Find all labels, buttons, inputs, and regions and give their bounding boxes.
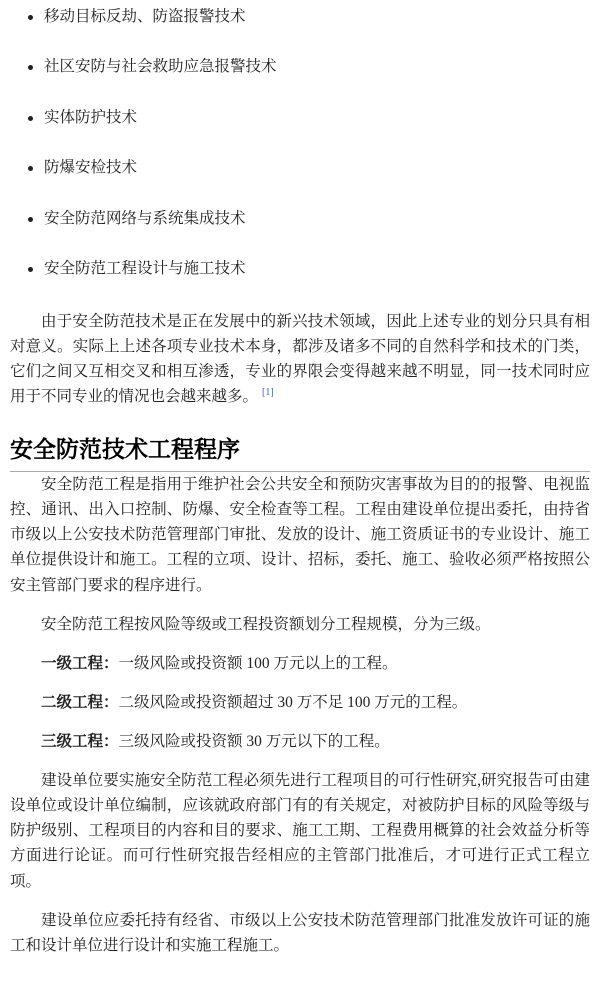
citation-link[interactable]: [1] xyxy=(262,386,274,398)
grade-term: 一级工程： xyxy=(41,654,119,672)
grade-term: 二级工程： xyxy=(41,693,119,711)
list-item-label: 安全防范网络与系统集成技术 xyxy=(44,209,246,227)
document-page xyxy=(0,6,600,982)
grade-item-1 xyxy=(10,651,590,676)
grade-term: 三级工程： xyxy=(41,733,119,751)
grade-text: 二级风险或投资额超过 30 万不足 100 万元的工程。 xyxy=(118,693,468,711)
list-item xyxy=(10,6,590,28)
grade-item-2 xyxy=(10,690,590,715)
section-paragraph-4: 建设单位应委托持有经省、市级以上公安技术防范管理部门批准发放许可证的施工和设计单位进行设计和实施工程施工。 xyxy=(10,911,590,954)
list-item xyxy=(10,157,590,179)
list-item xyxy=(10,258,590,280)
list-item xyxy=(10,56,590,78)
grade-text: 一级风险或投资额 100 万元以上的工程。 xyxy=(118,654,398,672)
list-item xyxy=(10,107,590,129)
list-item-label: 移动目标反劫、防盗报警技术 xyxy=(44,8,246,25)
grade-text: 三级风险或投资额 30 万元以下的工程。 xyxy=(118,733,390,751)
intro-paragraph xyxy=(10,309,590,409)
grade-item-3 xyxy=(10,729,590,754)
section-paragraph-3: 建设单位要实施安全防范工程必须先进行工程项目的可行性研究,研究报告可由建设单位或设计单位编制，应该就政府部门有的有关规定，对被防护目标的风险等级与防护级别、工程项目的内容和目的要求、施工工期、工程费用概算的社会效益分析等方面进行论证。而可行性研究报告经相应的主管部门批准后，才可进行正式工程立项。 xyxy=(10,772,590,890)
list-item xyxy=(10,208,590,230)
section-heading: 安全防范技术工程程序 xyxy=(10,435,590,472)
technology-bullet-list xyxy=(10,6,590,281)
intro-paragraph-text: 由于安全防范技术是正在发展中的新兴技术领域，因此上述专业的划分只具有相对意义。实际上上述各项专业技术本身，都涉及诸多不同的自然科学和技术的门类，它们之间又互相交叉和相互渗透，专业的界限会变得越来越不明显，同一技术同时应用于不同专业的情况也会越来越多。 xyxy=(10,312,590,406)
list-item-label: 防爆安检技术 xyxy=(44,159,138,177)
section-paragraph-1: 安全防范工程是指用于维护社会公共安全和预防灾害事故为目的的报警、电视监控、通讯、出入口控制、防爆、安全检查等工程。工程由建设单位提出委托，由持省市级以上公安技术防范管理部门审批、发放的设计、施工资质证书的专业设计、施工单位提供设计和施工。工程的立项、设计、招标，委托、施工、验收必须严格按照公安主管部门要求的程序进行。 xyxy=(10,476,590,594)
section-paragraph-2: 安全防范工程按风险等级或工程投资额划分工程规模，分为三级。 xyxy=(41,615,491,633)
list-item-label: 社区安防与社会救助应急报警技术 xyxy=(44,58,277,76)
list-item-label: 安全防范工程设计与施工技术 xyxy=(44,260,246,278)
list-item-label: 实体防护技术 xyxy=(44,108,138,126)
